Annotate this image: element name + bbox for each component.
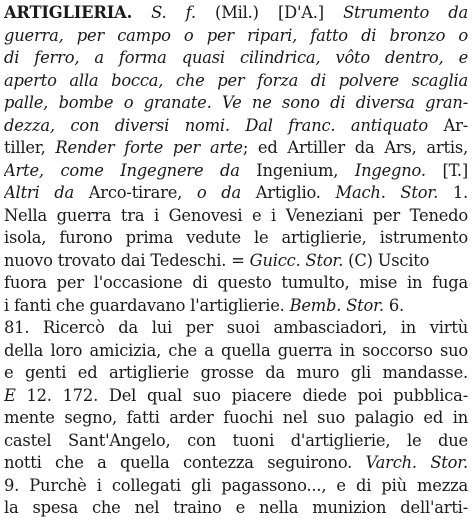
- text-segment: tiller,: [4, 138, 56, 157]
- entry-line: [4, 25, 468, 48]
- entry-line: [4, 385, 468, 408]
- entry-line: [4, 70, 468, 93]
- text-segment: 6.: [383, 295, 404, 315]
- entry-line: [4, 452, 468, 475]
- italic-text: Guicc. Stor.: [249, 250, 344, 270]
- text-segment: 9. Purchè i collegati gli pagassono..., e di più mezza: [4, 475, 468, 495]
- entry-line: [4, 272, 468, 295]
- entry-line: [4, 115, 468, 138]
- text-segment: (Mil.) [D'A.]: [195, 3, 344, 22]
- entry-line: [4, 205, 468, 228]
- entry-line: [4, 2, 468, 25]
- entry-line: [4, 430, 468, 453]
- entry-line: [4, 160, 468, 183]
- text-segment: Ar-: [428, 115, 468, 135]
- text-segment: Arco-tirare,: [73, 183, 197, 202]
- entry-line: [4, 182, 468, 205]
- entry-line: [4, 250, 468, 273]
- text-segment: nuovo trovato dai Tedeschi. =: [4, 250, 250, 270]
- italic-text: o da: [196, 183, 241, 202]
- italic-text: E: [4, 385, 16, 405]
- entry-line: [4, 227, 468, 250]
- text-segment: Ingenium,: [239, 160, 355, 180]
- text-segment: 1.: [438, 183, 468, 202]
- italic-text: Varch. Stor.: [365, 453, 468, 472]
- italic-text: aperto alla bocca, che per forza di polvere scaglia: [4, 70, 468, 90]
- entry-line: [4, 317, 468, 340]
- text-segment: fuora per l'occasione di questo tumulto, mise in fuga: [4, 273, 468, 292]
- entry-line: [4, 295, 468, 318]
- italic-text: Bemb. Stor.: [289, 295, 384, 315]
- dictionary-entry: [4, 2, 468, 520]
- text-segment: i fanti che guardavano l'artiglierie.: [4, 295, 290, 315]
- entry-line: [4, 407, 468, 430]
- text-segment: [T.]: [425, 160, 468, 180]
- entry-line: [4, 340, 468, 363]
- italic-text: dezza, con diversi nomi. Dal franc. antiquato: [4, 115, 429, 135]
- italic-text: Render forte per arte: [55, 138, 243, 157]
- italic-text: Ingegno.: [354, 160, 426, 180]
- italic-text: Strumento da: [343, 3, 468, 22]
- text-segment: 81. Ricercò da lui per suoi ambasciadori, in virtù: [4, 318, 468, 337]
- text-segment: 12. 172. Del qual suo piacere diede poi pubblica-: [15, 385, 468, 405]
- text-segment: mente segno, fatti arder fuochi nel suo palagio ed in: [4, 408, 468, 427]
- entry-line: [4, 47, 468, 70]
- italic-text: guerra, per campo o per ripari, fatto di bronzo o: [4, 25, 468, 45]
- entry-line: [4, 497, 468, 520]
- text-segment: notti che a quella contezza seguirono.: [4, 453, 366, 472]
- text-segment: ; ed Artiller da Ars, artis,: [242, 138, 468, 157]
- headword: ARTIGLIERIA.: [4, 3, 133, 22]
- text-segment: Artiglio.: [240, 183, 336, 202]
- text-segment: Nella guerra tra i Genovesi e i Veneziani per Tenedo: [4, 205, 468, 225]
- text-segment: e genti ed artiglierie grosse da muro gli mandasse.: [4, 363, 468, 382]
- italic-text: di ferro, a forma quasi cilindrica, vôto dentro, e: [4, 48, 468, 67]
- entry-line: [4, 362, 468, 385]
- entry-line: [4, 137, 468, 160]
- italic-text: palle, bombe o granate. Ve ne sono di diversa gran-: [4, 93, 468, 112]
- text-segment: (C) Uscito: [343, 250, 430, 270]
- text-segment: castel Sant'Angelo, con tuoni d'artiglierie, le due: [4, 430, 468, 450]
- text-segment: la spesa che nel traino e nella munizion dell'arti-: [4, 498, 468, 517]
- text-segment: isola, furono prima vedute le artiglierie, istrumento: [4, 228, 468, 247]
- italic-text: Altri da: [4, 183, 74, 202]
- entry-line: [4, 92, 468, 115]
- italic-text: S. f.: [132, 3, 196, 22]
- italic-text: Arte, come Ingegnere da: [4, 160, 240, 180]
- text-segment: della loro amicizia, che a quella guerra in soccorso suo: [4, 340, 468, 360]
- italic-text: Mach. Stor.: [335, 183, 439, 202]
